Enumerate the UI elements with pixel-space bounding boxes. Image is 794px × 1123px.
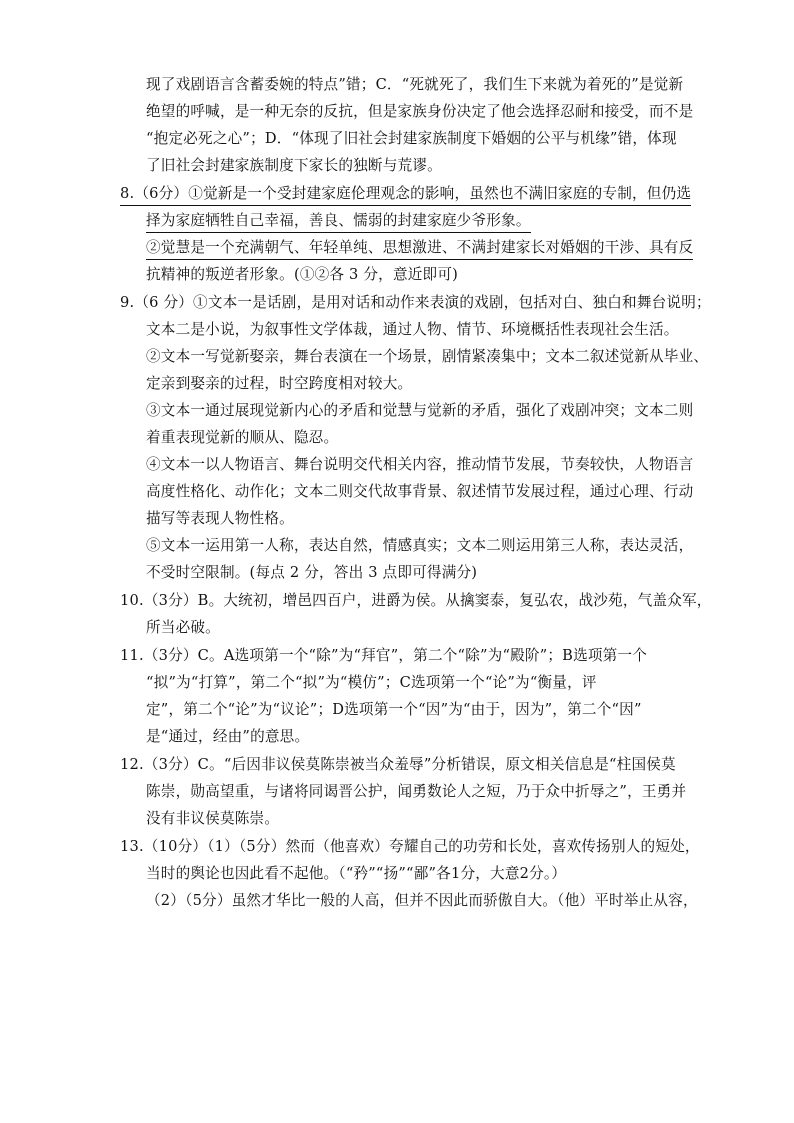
text-line: 文本二是小说，为叙事性文学体裁，通过人物、情节、环境概括性表现社会生活。 [146, 321, 679, 338]
answer-13-line-1: 13.（10分）（1）（5分）然而（他喜欢）夸耀自己的功劳和长处，喜欢传扬别人的短处， [120, 838, 700, 855]
text-line: “抱定必死之心”；D．“体现了旧社会封建家族制度下婚姻的公平与机缘”错，体现 [146, 130, 677, 147]
text-line: ④文本一以人物语言、舞台说明交代相关内容，推动情节发展，节奏较快，人物语言 [146, 456, 694, 473]
answer-8-line-1: 8.（6分）①觉新是一个受封建家庭伦理观念的影响，虽然也不满旧家庭的专制，但仍选 [120, 184, 691, 206]
text-line: 着重表现觉新的顺从、隐忍。 [146, 429, 339, 446]
answer-12-line-1: 12.（3分）C。“后因非议侯莫陈崇被当众羞辱”分析错误，原文相关信息是“柱国侯莫 [120, 756, 676, 773]
text-line: 陈崇，勋高望重，与诸将同谒晋公护，闻勇数论人之短，乃于众中折辱之”，王勇并 [146, 783, 687, 800]
text-line: 了旧社会封建家族制度下家长的独断与荒谬。 [146, 157, 442, 174]
answer-8-line-2: 择为家庭牺牲自己幸福，善良、懦弱的封建家庭少爷形象。 [146, 211, 531, 233]
text-line: 高度性格化、动作化；文本二则交代故事背景、叙述情节发展过程，通过心理、行动 [146, 483, 694, 500]
text-line: 定亲到娶亲的过程，时空跨度相对较大。 [146, 375, 413, 392]
answer-11-line-1: 11.（3分）C。A选项第一个“除”为“拜官”，第二个“除”为“殿阶”；B选项第一个 [120, 647, 648, 664]
text-line: 绝望的呼喊，是一种无奈的反抗，但是家族身份决定了他会选择忍耐和接受，而不是 [146, 103, 694, 120]
text-line: 所当必破。 [146, 619, 220, 636]
answer-8-line-3: ②觉慧是一个充满朝气、年轻单纯、思想激进、不满封建家长对婚姻的干涉、具有反 [146, 238, 693, 260]
text-line: 定”，第二个“论”为“议论”；D选项第一个“因”为“由于，因为”，第二个“因” [146, 701, 642, 718]
text-line: 当时的舆论也因此看不起他。（“矜”“扬”“鄙”各1分，大意2分。） [146, 865, 567, 882]
text-line: ②文本一写觉新娶亲，舞台表演在一个场景，剧情紧凑集中；文本二叙述觉新从毕业、 [146, 348, 709, 365]
answer-8-line-4: 抗精神的叛逆者形象。(①②各 3 分，意近即可) [146, 266, 459, 283]
answer-9-line-1: 9.（6 分）①文本一是话剧，是用对话和动作来表演的戏剧，包括对白、独白和舞台说明； [120, 294, 711, 311]
text-line: “拟”为“打算”，第二个“拟”为“模仿”；C选项第一个“论”为“衡量，评 [146, 674, 597, 691]
text-line: 描写等表现人物性格。 [146, 510, 294, 527]
text-line: 不受时空限制。(每点 2 分，答出 3 点即可得满分) [146, 564, 478, 581]
text-line: ③文本一通过展现觉新内心的矛盾和觉慧与觉新的矛盾，强化了戏剧冲突；文本二则 [146, 402, 694, 419]
text-line: 现了戏剧语言含蓄委婉的特点”错；C．“死就死了，我们生下来就为着死的”是觉新 [146, 76, 684, 93]
answer-10-line-1: 10.（3分）B。大统初，增邑四百户，进爵为侯。从擒窦泰，复弘农，战沙苑，气盖众军， [120, 592, 712, 609]
text-line: 没有非议侯莫陈崇。 [146, 810, 280, 827]
text-line: （2）（5分）虽然才华比一般的人高，但并不因此而骄傲自大。（他）平时举止从容， [146, 892, 698, 909]
text-line: 是“通过，经由”的意思。 [146, 728, 310, 745]
text-line: ⑤文本一运用第一人称，表达自然，情感真实；文本二则运用第三人称，表达灵活， [146, 537, 694, 554]
